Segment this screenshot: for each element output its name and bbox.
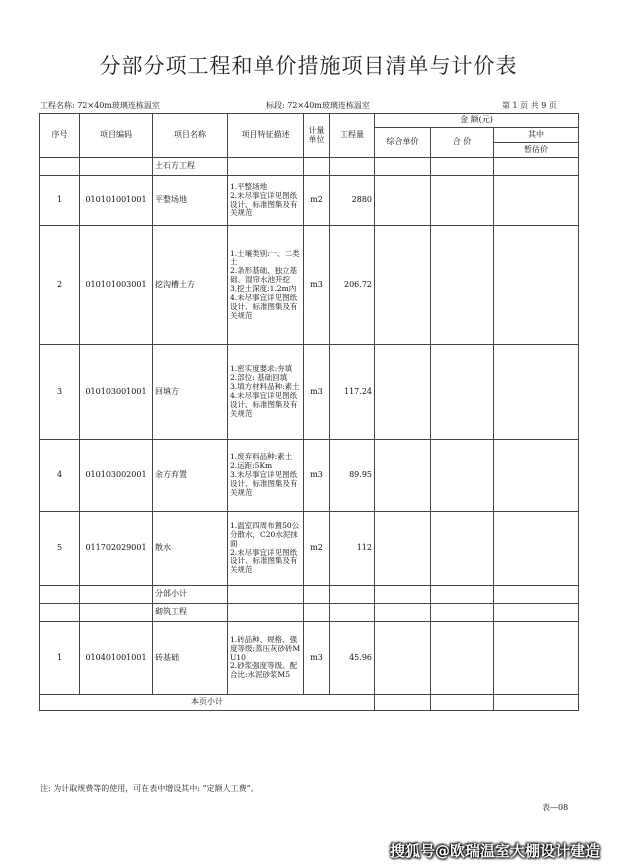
header-seq: 序号	[40, 114, 80, 158]
header-unit: 计量 单位	[304, 114, 330, 158]
name-cell: 砖基础	[153, 622, 228, 695]
watermark: 搜狐号@欧瑞温室大棚设计建造	[390, 842, 601, 860]
table-row	[40, 176, 579, 226]
qty-cell: 45.96	[330, 622, 375, 695]
section-name: 标段: 72×40m玻璃连栋温室	[266, 101, 370, 110]
code-cell: 010103002001	[80, 440, 153, 512]
section-name-cell: 砌筑工程	[153, 604, 228, 622]
footnote: 注: 为计取规费等的使用，可在表中增设其中: “定额人工费”。	[40, 784, 259, 793]
seq-cell: 1	[40, 176, 80, 226]
code-cell: 010101001001	[80, 176, 153, 226]
table-row	[40, 695, 579, 711]
qty-cell: 112	[330, 512, 375, 586]
code-cell: 010103001001	[80, 345, 153, 440]
qty-cell: 117.24	[330, 345, 375, 440]
page-title: 分部分项工程和单价措施项目清单与计价表	[99, 54, 518, 78]
header-name: 项目名称	[153, 114, 228, 158]
name-cell: 平整场地	[153, 176, 228, 226]
table-body	[40, 158, 579, 711]
code-cell: 010101003001	[80, 226, 153, 345]
project-name: 工程名称: 72×40m玻璃连栋温室	[40, 101, 160, 110]
table-row	[40, 512, 579, 586]
table-row	[40, 345, 579, 440]
feature-cell: 1.土壤类别:一、二类土 2.条形基础、独立基础、湿帘水池开挖 3.挖土深度:1.2m内 4.未尽事宜详见图纸设计、标准图集及有关规范	[228, 226, 304, 345]
seq-cell: 4	[40, 440, 80, 512]
name-cell: 回填方	[153, 345, 228, 440]
header-amount: 金 额(元)	[375, 114, 579, 128]
feature-cell: 1.砖品种、规格、强度等级:蒸压灰砂砖MU10 2.砂浆强度等级、配合比:水泥砂浆M5	[228, 622, 304, 695]
table-row	[40, 226, 579, 345]
qty-cell: 89.95	[330, 440, 375, 512]
unit-cell: m3	[304, 440, 330, 512]
header-total: 合 价	[431, 128, 494, 158]
name-cell: 余方弃置	[153, 440, 228, 512]
unit-cell: m3	[304, 345, 330, 440]
name-cell: 散水	[153, 512, 228, 586]
section-name-cell: 土石方工程	[153, 158, 228, 176]
feature-cell: 1.废弃料品种:素土 2.运距:5Km 3.未尽事宜详见图纸设计、标准图集及有关规范	[228, 440, 304, 512]
unit-cell: m2	[304, 512, 330, 586]
header-provisional: 暂估价	[494, 143, 579, 158]
header-feature: 项目特征描述	[228, 114, 304, 158]
header-code: 项目编码	[80, 114, 153, 158]
bill-table	[39, 113, 579, 711]
code-cell: 011702029001	[80, 512, 153, 586]
seq-cell: 1	[40, 622, 80, 695]
header-unit-price: 综合单价	[375, 128, 431, 158]
seq-cell: 5	[40, 512, 80, 586]
table-row	[40, 440, 579, 512]
code-cell: 010401001001	[80, 622, 153, 695]
feature-cell: 1.密实度要求:夯填 2.部位: 基础回填 3.填方材料品种:素土 4.未尽事宜详见图纸设计、标准图集及有关规范	[228, 345, 304, 440]
feature-cell: 1.平整场地 2.未尽事宜详见图纸设计、标准图集及有关规范	[228, 176, 304, 226]
unit-cell: m2	[304, 176, 330, 226]
qty-cell: 206.72	[330, 226, 375, 345]
form-number: 表—08	[542, 803, 569, 812]
table-header	[40, 114, 579, 158]
page-indicator: 第 1 页 共 9 页	[502, 101, 557, 110]
table-row	[40, 604, 579, 622]
subtotal-label: 分部小计	[153, 586, 228, 604]
feature-cell: 1.温室四周布置50公分散水，C20水泥抹面 2.未尽事宜详见图纸设计、标准图集及有关规范	[228, 512, 304, 586]
table-row	[40, 158, 579, 176]
qty-cell: 2880	[330, 176, 375, 226]
page-subtotal-label: 本页小计	[40, 695, 375, 711]
unit-cell: m3	[304, 226, 330, 345]
seq-cell: 2	[40, 226, 80, 345]
header-qty: 工程量	[330, 114, 375, 158]
table-row	[40, 586, 579, 604]
unit-cell: m3	[304, 622, 330, 695]
table-row	[40, 622, 579, 695]
seq-cell: 3	[40, 345, 80, 440]
header-of-which: 其中	[494, 128, 579, 143]
name-cell: 挖沟槽土方	[153, 226, 228, 345]
